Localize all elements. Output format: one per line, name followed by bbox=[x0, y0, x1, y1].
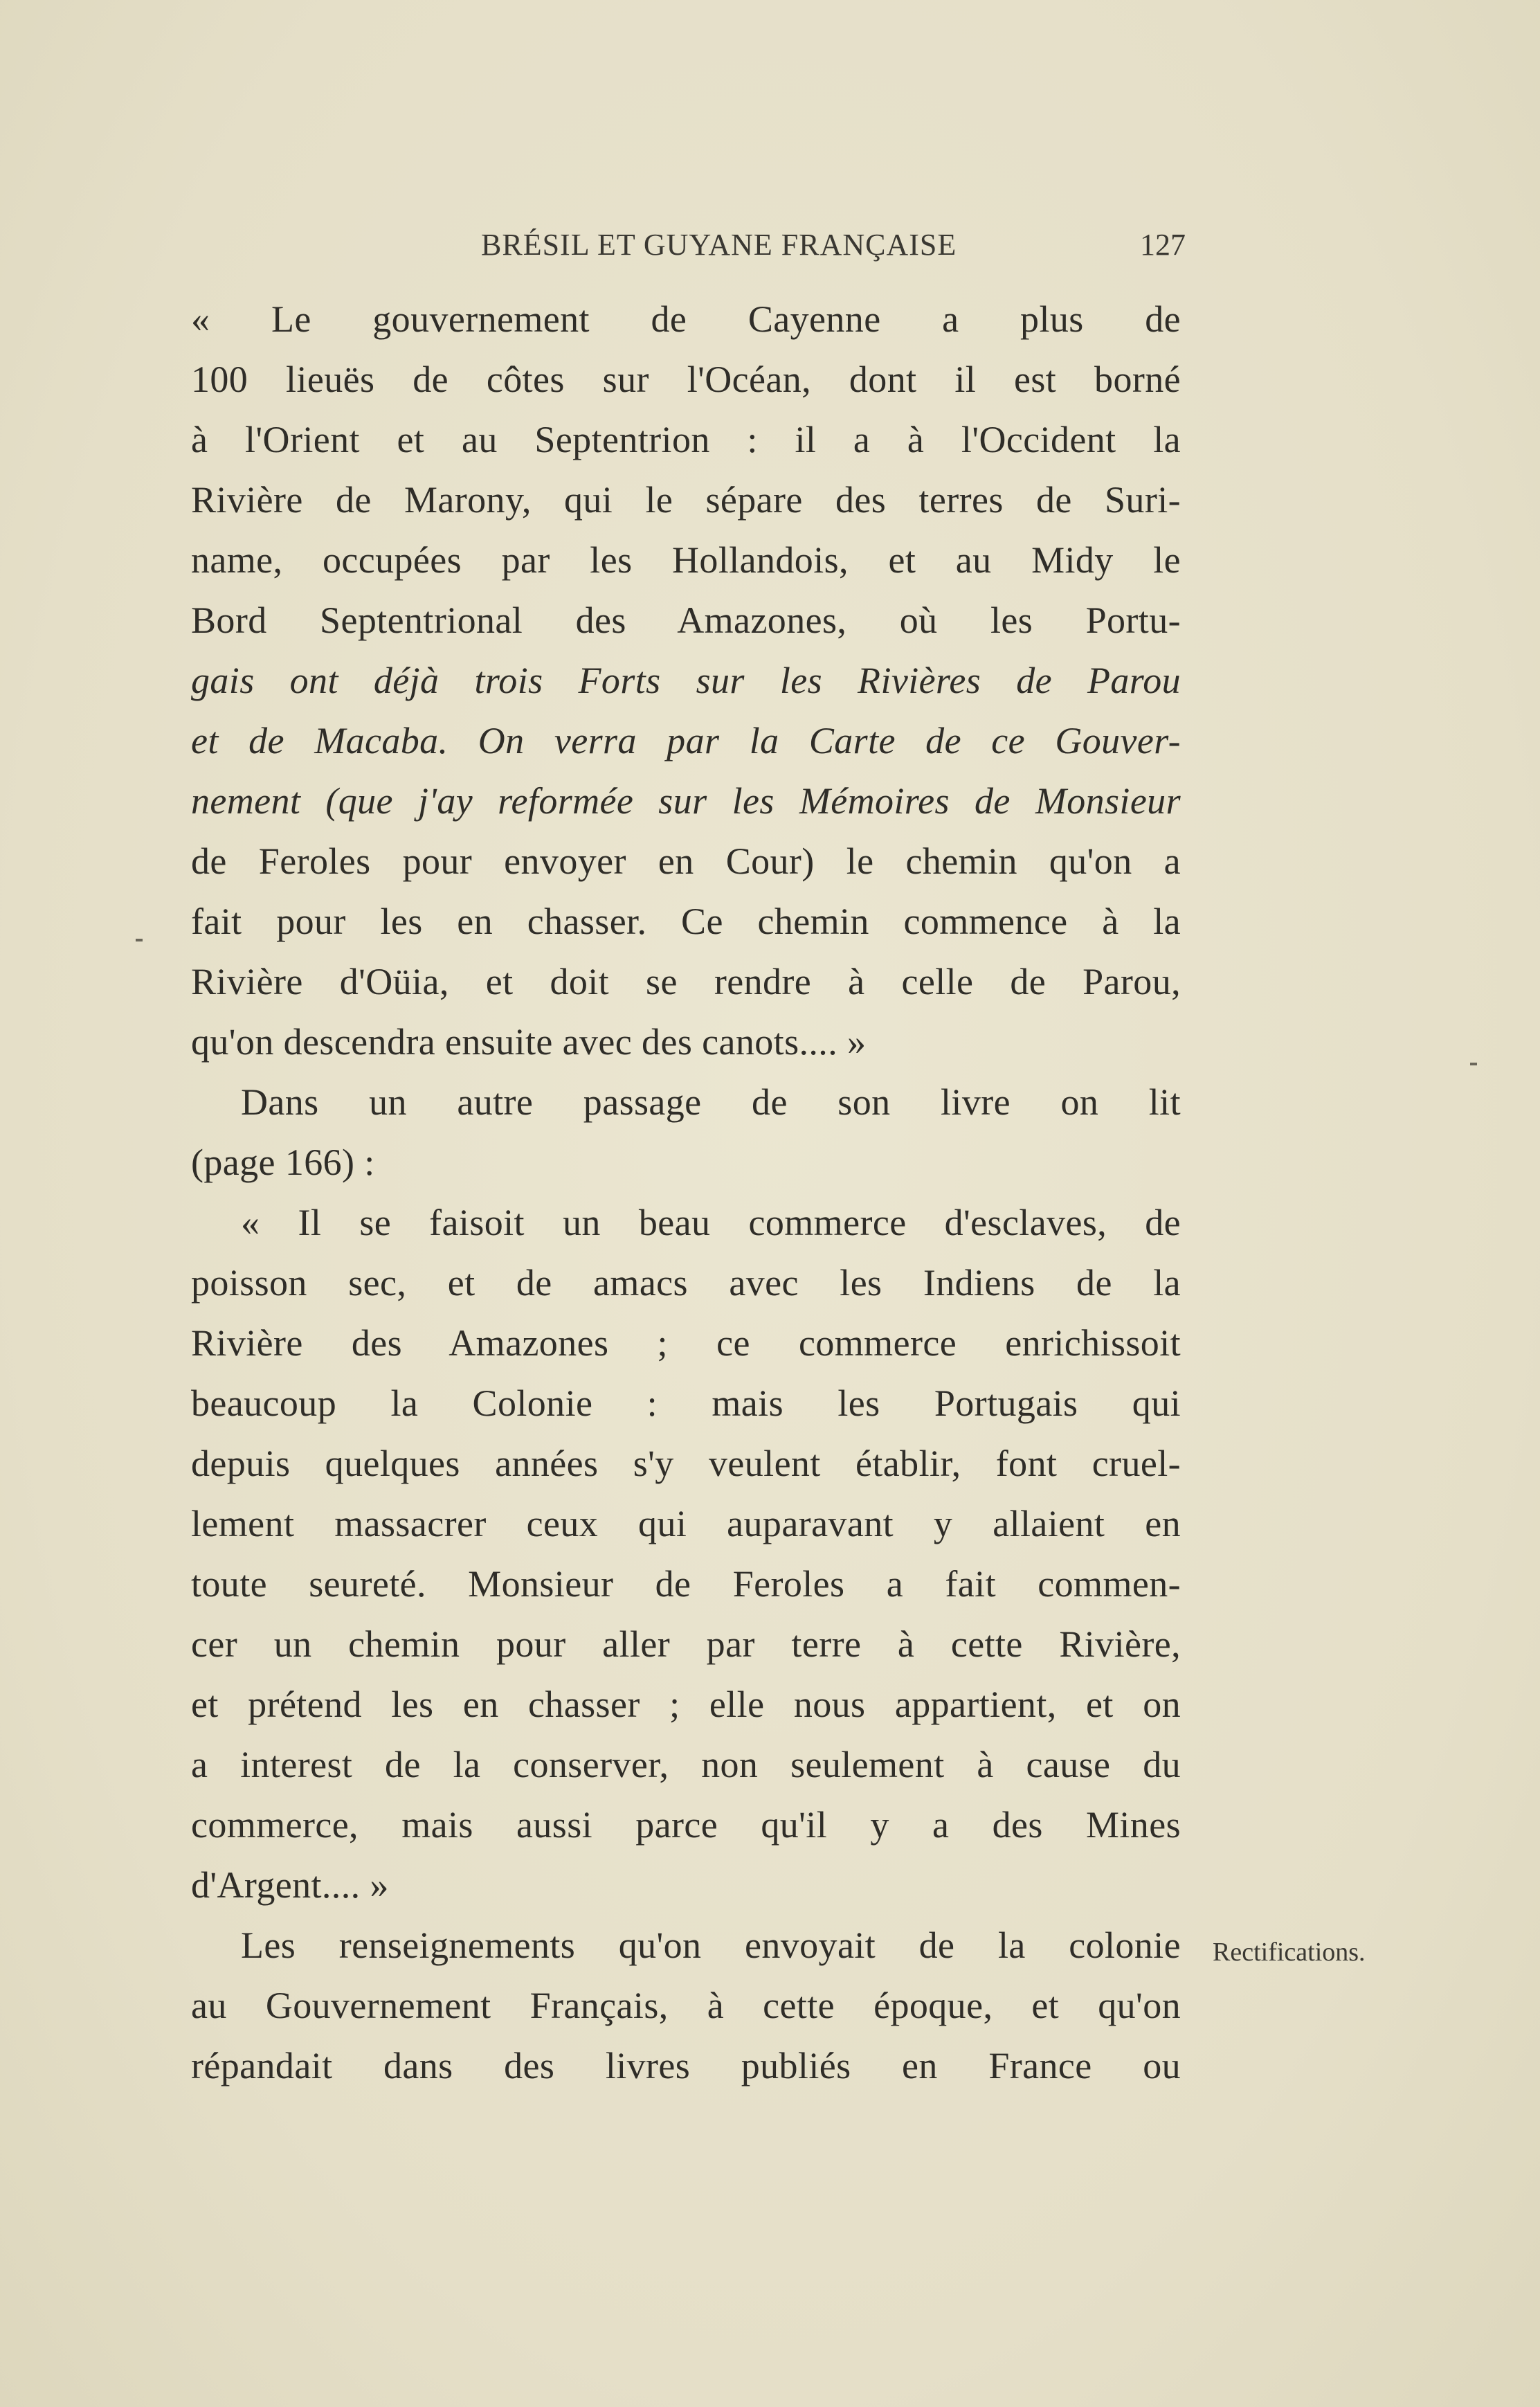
text-line: Rivière des Amazones ; ce commerce enrichissoit bbox=[191, 1322, 1181, 1364]
text-line: à l'Orient et au Septentrion : il a à l'Occident la bbox=[191, 419, 1181, 460]
text-line: Dans un autre passage de son livre on lit bbox=[241, 1081, 1181, 1123]
text-line: Rivière d'Oüia, et doit se rendre à celle de Parou, bbox=[191, 961, 1181, 1002]
text-line: (page 166) : bbox=[191, 1142, 375, 1183]
text-line: depuis quelques années s'y veulent établir, font cruel- bbox=[191, 1443, 1181, 1484]
text-line: répandait dans des livres publiés en France ou bbox=[191, 2045, 1181, 2086]
text-line: Les renseignements qu'on envoyait de la colonie bbox=[241, 1924, 1181, 1966]
running-title: BRÉSIL ET GUYANE FRANÇAISE bbox=[481, 228, 957, 262]
text-line: Bord Septentrional des Amazones, où les Portu- bbox=[191, 600, 1181, 641]
text-line: et prétend les en chasser ; elle nous appartient, et on bbox=[191, 1684, 1181, 1725]
text-line: qu'on descendra ensuite avec des canots.... » bbox=[191, 1021, 867, 1063]
text-line: poisson sec, et de amacs avec les Indiens de la bbox=[191, 1262, 1181, 1304]
text-line: commerce, mais aussi parce qu'il y a des Mines bbox=[191, 1804, 1181, 1846]
text-line: cer un chemin pour aller par terre à cette Rivière, bbox=[191, 1623, 1181, 1665]
running-head bbox=[190, 227, 1187, 269]
text-line: nement (que j'ay reformée sur les Mémoires de Monsieur bbox=[191, 780, 1181, 822]
text-line: 100 lieuës de côtes sur l'Océan, dont il est borné bbox=[191, 359, 1181, 400]
text-line: de Feroles pour envoyer en Cour) le chemin qu'on a bbox=[191, 840, 1181, 882]
body-text bbox=[191, 289, 1181, 2096]
text-line: name, occupées par les Hollandois, et au Midy le bbox=[191, 539, 1181, 581]
text-line: d'Argent.... » bbox=[191, 1864, 389, 1906]
text-line: « Il se faisoit un beau commerce d'esclaves, de bbox=[241, 1202, 1181, 1243]
text-line: a interest de la conserver, non seulement à cause du bbox=[191, 1744, 1181, 1785]
text-line: et de Macaba. On verra par la Carte de ce Gouver- bbox=[191, 720, 1181, 761]
text-line: toute seureté. Monsieur de Feroles a fait commen- bbox=[191, 1563, 1181, 1605]
print-speck bbox=[1470, 1063, 1477, 1065]
text-line: fait pour les en chasser. Ce chemin commence à la bbox=[191, 901, 1181, 942]
text-line: gais ont déjà trois Forts sur les Rivières de Parou bbox=[191, 660, 1181, 701]
text-line: « Le gouvernement de Cayenne a plus de bbox=[191, 298, 1181, 340]
text-line: beaucoup la Colonie : mais les Portugais qui bbox=[191, 1382, 1181, 1424]
page-number: 127 bbox=[1140, 228, 1186, 262]
print-speck bbox=[136, 939, 143, 941]
text-line: au Gouvernement Français, à cette époque, et qu'on bbox=[191, 1985, 1181, 2026]
text-line: lement massacrer ceux qui auparavant y allaient en bbox=[191, 1503, 1181, 1544]
text-line: Rivière de Marony, qui le sépare des terres de Suri- bbox=[191, 479, 1181, 521]
margin-note: Rectifications. bbox=[1213, 1938, 1366, 1967]
